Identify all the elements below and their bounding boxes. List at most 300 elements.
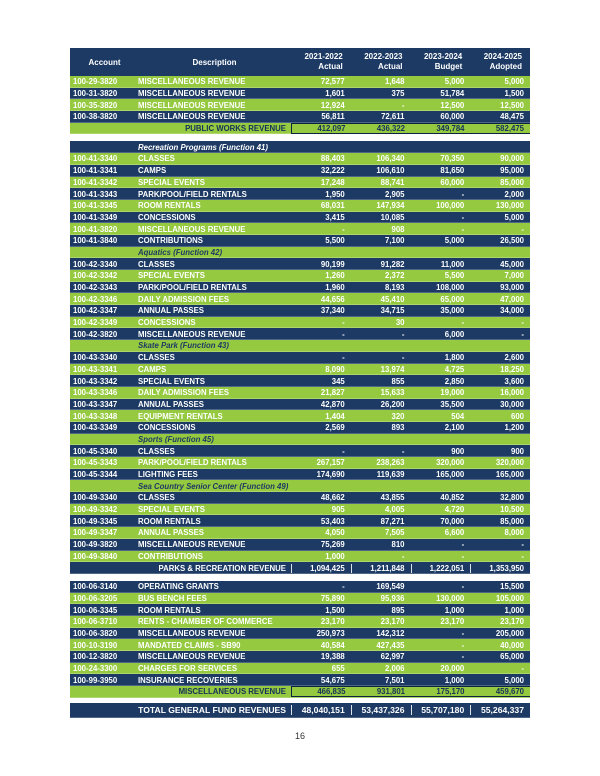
value-cell: 4,005 <box>384 505 405 515</box>
section-header-row <box>70 434 530 446</box>
value-cell: 466,835 <box>291 686 352 697</box>
description-cell: Skate Park (Function 43) <box>138 341 229 351</box>
table-row <box>70 457 530 469</box>
account-cell: 100-99-3950 <box>73 675 118 685</box>
table-row <box>70 527 530 539</box>
table-block <box>70 703 530 718</box>
description-cell: Aquatics (Function 42) <box>138 247 223 257</box>
header-year-line1: 2022-2023 <box>364 52 403 61</box>
value-cell: - <box>401 551 405 561</box>
section-header-row <box>70 480 530 492</box>
value-cell: 7,501 <box>384 675 405 685</box>
value-cell: 42,870 <box>320 399 345 409</box>
value-cell: 16,000 <box>500 388 524 398</box>
value-cell: 165,000 <box>495 470 524 480</box>
value-cell: 931,801 <box>352 686 412 697</box>
table-header-row <box>70 48 530 76</box>
description-cell: CLASSES <box>138 353 175 363</box>
value-cell: 4,050 <box>325 528 345 538</box>
value-cell: 90,000 <box>500 154 524 164</box>
table-row <box>70 604 530 616</box>
value-cell: 142,312 <box>376 628 405 638</box>
value-cell: 105,000 <box>495 593 524 603</box>
total-row <box>70 562 530 574</box>
table-row <box>70 352 530 364</box>
value-cell: 32,800 <box>500 493 524 503</box>
header-year-2023-2024 <box>411 52 471 72</box>
account-cell: 100-41-3820 <box>73 224 118 234</box>
value-cell: 1,211,848 <box>351 564 411 573</box>
account-cell: 100-43-3346 <box>73 388 118 398</box>
table-row <box>70 628 530 640</box>
account-cell: 100-06-3345 <box>73 605 118 615</box>
value-cell: 1,500 <box>504 89 524 99</box>
value-cell: 3,600 <box>504 376 524 386</box>
section-header-row <box>70 141 530 153</box>
value-cell: 2,905 <box>384 189 405 199</box>
account-cell: 100-43-3340 <box>73 353 118 363</box>
value-cell: 375 <box>391 89 405 99</box>
account-cell: 100-49-3347 <box>73 528 118 538</box>
description-cell: CONTRIBUTIONS <box>138 551 203 561</box>
table-row <box>70 639 530 651</box>
value-cell: - <box>521 329 524 339</box>
header-year-line1: 2024-2025 <box>483 52 522 61</box>
value-cell: 5,000 <box>504 675 524 685</box>
table-row <box>70 270 530 282</box>
description-cell: CLASSES <box>138 154 175 164</box>
account-cell: 100-49-3342 <box>73 505 118 515</box>
description-cell: SPECIAL EVENTS <box>138 271 206 281</box>
value-cell: 1,353,950 <box>470 564 530 573</box>
value-cell: 30,000 <box>500 399 524 409</box>
value-cell: - <box>342 353 345 363</box>
value-cell: 23,170 <box>440 617 465 627</box>
value-cell: 1,648 <box>384 77 405 87</box>
value-cell: 504 <box>451 411 465 421</box>
value-cell: 895 <box>391 605 405 615</box>
value-cell: 85,000 <box>500 516 524 526</box>
description-cell: MANDATED CLAIMS - SB90 <box>138 640 241 650</box>
table-row <box>70 317 530 329</box>
account-cell: 100-41-3343 <box>73 189 118 199</box>
description-cell: PUBLIC WORKS REVENUE <box>185 124 286 134</box>
description-cell: CLASSES <box>138 259 175 269</box>
description-cell: PARKS & RECREATION REVENUE <box>158 563 286 573</box>
description-cell: MISCELLANEOUS REVENUE <box>138 540 246 550</box>
value-cell: 47,000 <box>500 294 524 304</box>
value-cell: - <box>401 100 405 110</box>
value-cell: 1,404 <box>325 411 345 421</box>
value-cell: 53,403 <box>320 516 345 526</box>
value-cell: 1,000 <box>504 605 524 615</box>
table-row <box>70 177 530 189</box>
value-cell: 48,475 <box>500 112 524 122</box>
value-cell: 43,855 <box>380 493 405 503</box>
account-cell: 100-43-3341 <box>73 364 118 374</box>
value-cell: 893 <box>391 423 405 433</box>
value-cell: 19,388 <box>320 652 345 662</box>
value-cell: 165,000 <box>436 470 465 480</box>
value-cell: 34,715 <box>380 306 405 316</box>
value-cell: 4,725 <box>444 364 465 374</box>
value-cell: 56,811 <box>321 112 345 122</box>
description-cell: TOTAL GENERAL FUND REVENUES <box>138 705 286 716</box>
value-cell: 45,410 <box>380 294 405 304</box>
value-cell: 88,403 <box>320 154 345 164</box>
account-cell: 100-42-3342 <box>73 271 118 281</box>
table-row <box>70 422 530 434</box>
table-row <box>70 492 530 504</box>
value-cell: 1,094,425 <box>291 564 351 573</box>
value-cell: 51,784 <box>440 89 465 99</box>
section-header-row <box>70 247 530 259</box>
account-cell: 100-06-3710 <box>73 617 118 627</box>
account-cell: 100-45-3344 <box>73 470 118 480</box>
account-cell: 100-06-3205 <box>73 593 118 603</box>
description-cell: Recreation Programs (Function 41) <box>138 142 268 152</box>
table-row <box>70 165 530 177</box>
value-cell: 60,000 <box>440 177 465 187</box>
value-cell: - <box>461 628 465 638</box>
grand-total-row <box>70 703 530 718</box>
account-cell: 100-41-3340 <box>73 154 118 164</box>
account-cell: 100-49-3345 <box>73 516 118 526</box>
value-cell: 87,271 <box>380 516 405 526</box>
value-cell: 1,601 <box>325 89 345 99</box>
value-cell: 13,974 <box>380 364 405 374</box>
value-cell: 6,600 <box>444 528 465 538</box>
value-cell: 1,000 <box>444 605 465 615</box>
account-cell: 100-41-3342 <box>73 177 118 187</box>
table-row <box>70 674 530 686</box>
value-cell: 93,000 <box>500 283 524 293</box>
value-cell: 75,890 <box>320 593 345 603</box>
value-cell: - <box>342 224 345 234</box>
value-cell: 8,090 <box>325 364 345 374</box>
value-cell: 40,852 <box>440 493 465 503</box>
table-row <box>70 282 530 294</box>
account-cell: 100-06-3820 <box>73 628 118 638</box>
table-row <box>70 153 530 165</box>
value-cell: 175,170 <box>411 686 471 697</box>
table-row <box>70 375 530 387</box>
description-cell: MISCELLANEOUS REVENUE <box>138 224 246 234</box>
value-cell: 23,170 <box>320 617 345 627</box>
value-cell: 30 <box>395 318 405 328</box>
description-cell: MISCELLANEOUS REVENUE <box>138 77 246 87</box>
value-cell: 900 <box>510 446 524 456</box>
description-cell: MISCELLANEOUS REVENUE <box>138 652 246 662</box>
value-cell: 8,193 <box>384 283 405 293</box>
value-cell: - <box>342 318 345 328</box>
header-year-2021-2022 <box>291 52 351 72</box>
value-cell: 2,006 <box>384 664 405 674</box>
value-cell: - <box>461 224 465 234</box>
description-cell: ANNUAL PASSES <box>138 528 204 538</box>
description-cell: CHARGES FOR SERVICES <box>138 664 238 674</box>
value-cell: - <box>461 212 465 222</box>
value-cell: 44,656 <box>320 294 345 304</box>
table-row <box>70 539 530 551</box>
value-cell: 1,800 <box>444 353 465 363</box>
value-cell: 23,170 <box>380 617 405 627</box>
value-cell: 459,670 <box>471 686 531 697</box>
table-row <box>70 593 530 605</box>
value-cell: 12,500 <box>500 100 524 110</box>
account-cell: 100-41-3345 <box>73 201 118 211</box>
table-row <box>70 581 530 593</box>
table-row <box>70 469 530 481</box>
value-cell: - <box>461 540 465 550</box>
description-cell: SPECIAL EVENTS <box>138 376 206 386</box>
section-header-row <box>70 340 530 352</box>
description-cell: MISCELLANEOUS REVENUE <box>138 329 246 339</box>
description-cell: ROOM RENTALS <box>138 605 201 615</box>
value-cell: 3,415 <box>325 212 345 222</box>
value-cell: 655 <box>331 664 345 674</box>
value-cell: 1,950 <box>325 189 345 199</box>
account-cell: 100-45-3340 <box>73 446 118 456</box>
value-cell: 90,199 <box>320 259 345 269</box>
description-cell: CAMPS <box>138 166 167 176</box>
value-cell: 108,000 <box>436 283 465 293</box>
value-cell: 60,000 <box>440 112 465 122</box>
value-cell: 12,924 <box>320 100 345 110</box>
table-row <box>70 399 530 411</box>
value-cell: 119,639 <box>376 470 405 480</box>
value-cell: 169,549 <box>376 582 405 592</box>
value-cell: 810 <box>391 540 405 550</box>
table-row <box>70 551 530 563</box>
value-cell: 2,000 <box>504 189 524 199</box>
description-cell: BUS BENCH FEES <box>138 593 207 603</box>
value-cell: 65,000 <box>500 652 524 662</box>
account-cell: 100-43-3347 <box>73 399 118 409</box>
value-cell: 8,000 <box>504 528 524 538</box>
table-row <box>70 410 530 422</box>
value-cell: 130,000 <box>436 593 465 603</box>
table-row <box>70 616 530 628</box>
header-year-line2: Budget <box>434 62 463 71</box>
value-cell: 5,500 <box>325 236 345 246</box>
description-cell: MISCELLANEOUS REVENUE <box>138 89 246 99</box>
table-row <box>70 99 530 111</box>
value-cell: 48,662 <box>320 493 345 503</box>
value-cell: 68,031 <box>320 201 345 211</box>
account-cell: 100-41-3349 <box>73 212 118 222</box>
value-cell: 35,500 <box>440 399 465 409</box>
table-row <box>70 200 530 212</box>
table-row <box>70 445 530 457</box>
value-cell: 5,000 <box>504 77 524 87</box>
value-cell: 11,000 <box>440 259 465 269</box>
account-cell: 100-43-3342 <box>73 376 118 386</box>
table-body <box>70 76 530 718</box>
value-cell: - <box>342 446 345 456</box>
value-cell: 349,784 <box>411 123 471 134</box>
account-cell: 100-42-3343 <box>73 283 118 293</box>
value-cell: - <box>461 582 465 592</box>
account-cell: 100-49-3340 <box>73 493 118 503</box>
table-row <box>70 305 530 317</box>
description-cell: CONCESSIONS <box>138 212 196 222</box>
value-cell: - <box>401 353 405 363</box>
value-cell: 320,000 <box>495 458 524 468</box>
value-cell: - <box>342 582 345 592</box>
table-row <box>70 188 530 200</box>
account-cell: 100-31-3820 <box>73 89 118 99</box>
description-cell: Sea Country Senior Center (Function 49) <box>138 481 289 491</box>
header-year-2024-2025 <box>470 52 530 72</box>
description-cell: CONCESSIONS <box>138 423 196 433</box>
value-cell: 55,264,337 <box>470 705 530 715</box>
value-cell: 1,960 <box>325 283 345 293</box>
value-cell: 106,340 <box>376 154 405 164</box>
header-year-line2: Actual <box>318 62 343 71</box>
value-cell: - <box>521 551 524 561</box>
account-cell: 100-42-3347 <box>73 306 118 316</box>
description-cell: ANNUAL PASSES <box>138 399 204 409</box>
account-cell: 100-10-3190 <box>73 640 118 650</box>
value-cell: 436,322 <box>352 123 412 134</box>
value-cell: 37,340 <box>320 306 345 316</box>
value-cell: - <box>401 329 405 339</box>
value-cell: 320,000 <box>436 458 465 468</box>
value-cell: 7,100 <box>384 236 405 246</box>
table-row <box>70 328 530 340</box>
value-cell: 905 <box>331 505 345 515</box>
account-cell: 100-42-3346 <box>73 294 118 304</box>
value-cell: 45,000 <box>500 259 524 269</box>
account-cell: 100-35-3820 <box>73 100 118 110</box>
description-cell: CONTRIBUTIONS <box>138 236 203 246</box>
description-cell: RENTS - CHAMBER OF COMMERCE <box>138 617 273 627</box>
header-year-2022-2023 <box>351 52 411 72</box>
value-cell: 7,505 <box>384 528 405 538</box>
value-cell: 20,000 <box>440 664 465 674</box>
account-cell: 100-43-3349 <box>73 423 118 433</box>
value-cell: 70,000 <box>440 516 465 526</box>
value-cell: 1,260 <box>325 271 345 281</box>
value-cell: 88,741 <box>380 177 405 187</box>
table-block <box>70 581 530 698</box>
header-description: Description <box>192 57 237 67</box>
value-cell: 91,282 <box>380 259 405 269</box>
value-cell: 2,100 <box>444 423 465 433</box>
value-cell: - <box>461 189 465 199</box>
value-cell: 53,437,326 <box>351 705 411 715</box>
table-row <box>70 364 530 376</box>
description-cell: ANNUAL PASSES <box>138 306 204 316</box>
table-row <box>70 293 530 305</box>
value-cell: - <box>461 652 465 662</box>
account-cell: 100-29-3820 <box>73 77 118 87</box>
description-cell: OPERATING GRANTS <box>138 582 219 592</box>
value-cell: 15,500 <box>500 582 524 592</box>
page-number: 16 <box>294 731 305 741</box>
value-cell: 85,000 <box>500 177 524 187</box>
description-cell: PARK/POOL/FIELD RENTALS <box>138 283 247 293</box>
value-cell: - <box>521 540 524 550</box>
header-year-line1: 2023-2024 <box>423 52 463 61</box>
table-row <box>70 76 530 88</box>
table-row <box>70 387 530 399</box>
value-cell: 205,000 <box>495 628 524 638</box>
value-cell: 75,269 <box>320 540 345 550</box>
account-cell: 100-42-3340 <box>73 259 118 269</box>
description-cell: MISCELLANEOUS REVENUE <box>178 687 286 697</box>
header-year-line2: Adopted <box>489 62 522 71</box>
table-row <box>70 235 530 247</box>
total-row <box>70 686 530 698</box>
account-cell: 100-06-3140 <box>73 582 118 592</box>
value-cell: 40,584 <box>320 640 345 650</box>
description-cell: ROOM RENTALS <box>138 201 201 211</box>
description-cell: PARK/POOL/FIELD RENTALS <box>138 458 247 468</box>
account-cell: 100-12-3820 <box>73 652 118 662</box>
description-cell: CLASSES <box>138 493 175 503</box>
value-cell: 12,500 <box>440 100 465 110</box>
value-cell: - <box>342 329 345 339</box>
value-cell: 147,934 <box>376 201 405 211</box>
value-cell: 34,000 <box>500 306 524 316</box>
table-row <box>70 258 530 270</box>
description-cell: Sports (Function 45) <box>138 434 214 444</box>
value-cell: 267,157 <box>316 458 345 468</box>
value-cell: 427,435 <box>376 640 405 650</box>
description-cell: CONCESSIONS <box>138 318 196 328</box>
value-cell: 32,222 <box>320 166 345 176</box>
table-row <box>70 651 530 663</box>
value-cell: 4,720 <box>444 505 465 515</box>
value-cell: 908 <box>391 224 405 234</box>
table-row <box>70 88 530 100</box>
value-cell: - <box>461 551 465 561</box>
description-cell: DAILY ADMISSION FEES <box>138 294 230 304</box>
value-cell: 65,000 <box>440 294 465 304</box>
value-cell: - <box>461 640 465 650</box>
value-cell: - <box>461 318 465 328</box>
value-cell: 100,000 <box>436 201 465 211</box>
value-cell: 6,000 <box>444 329 465 339</box>
value-cell: 18,250 <box>500 364 524 374</box>
table-block <box>70 141 530 573</box>
value-cell: 35,000 <box>440 306 465 316</box>
value-cell: 600 <box>510 411 524 421</box>
account-cell: 100-24-3300 <box>73 664 118 674</box>
value-cell: 345 <box>331 376 345 386</box>
description-cell: LIGHTING FEES <box>138 470 198 480</box>
value-cell: 320 <box>391 411 405 421</box>
description-cell: EQUIPMENT RENTALS <box>138 411 223 421</box>
value-cell: 1,000 <box>444 675 465 685</box>
value-cell: 855 <box>391 376 405 386</box>
value-cell: - <box>401 446 405 456</box>
value-cell: 2,600 <box>504 353 524 363</box>
account-cell: 100-43-3348 <box>73 411 118 421</box>
value-cell: 106,610 <box>376 166 405 176</box>
description-cell: ROOM RENTALS <box>138 516 201 526</box>
value-cell: 62,997 <box>380 652 405 662</box>
value-cell: 5,500 <box>444 271 465 281</box>
value-cell: 72,577 <box>320 77 345 87</box>
table-row <box>70 223 530 235</box>
value-cell: 40,000 <box>500 640 524 650</box>
value-cell: 15,633 <box>380 388 405 398</box>
value-cell: 95,936 <box>380 593 405 603</box>
table-row <box>70 111 530 123</box>
